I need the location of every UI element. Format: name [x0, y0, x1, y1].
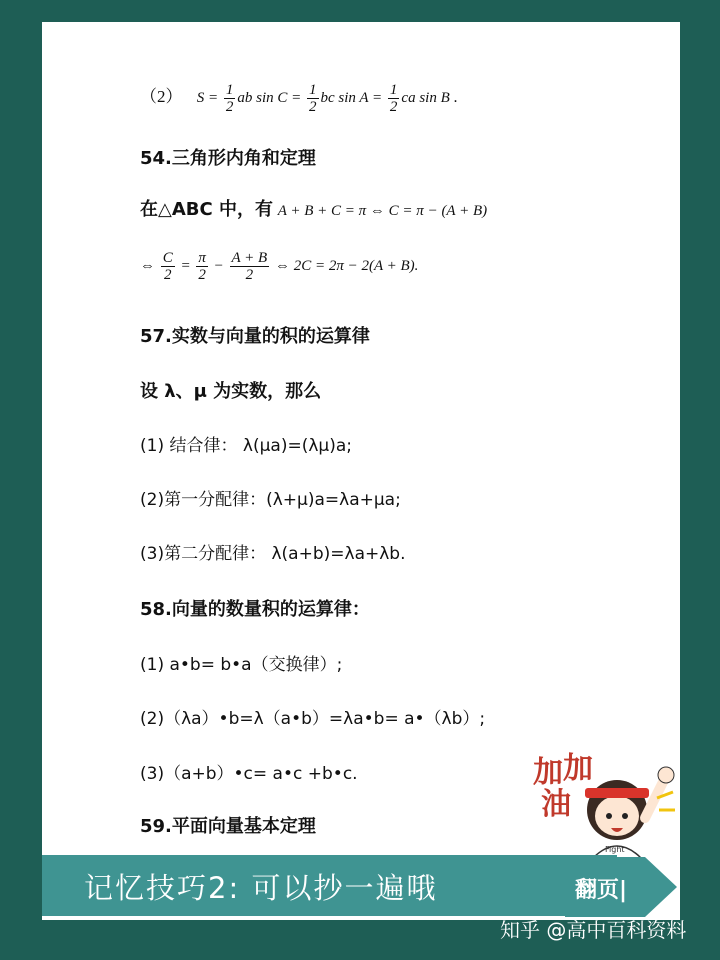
scalar-intro: 设 λ、μ 为实数，那么 [140, 381, 322, 402]
next-page-button[interactable] [565, 851, 677, 923]
memory-tip-bar [42, 855, 617, 916]
associative-law: (1) 结合律： λ(μa)=(λμ)a; [140, 436, 352, 456]
angle-sum-formula: A + B + C = π ⇔ C = π − (A + B) [277, 203, 488, 219]
half-angle-formula: ⇔ $\frac{C}{2}$ = $\frac{\pi}{2}$ − $\frac{A + B}{2}$ ⇔ 2C = 2π − 2(A + B). [140, 250, 419, 283]
heading-57: 57.实数与向量的积的运算律 [140, 326, 370, 347]
shirt-text: Fight [605, 845, 625, 854]
angle-sum-line-2 [140, 250, 418, 283]
angle-sum-intro: 在△ABC 中，有 [140, 199, 273, 220]
sticker-text-top: 加 [533, 755, 563, 790]
cheer-sticker [527, 748, 677, 858]
heading-54: 54.三角形内角和定理 [140, 148, 316, 169]
dot-distributive-law: (3)（a+b）•c= a•c +b•c. [140, 764, 358, 784]
scalar-dot-law: (2)（λa）•b=λ（a•b）=λa•b= a•（λb）; [140, 709, 486, 729]
second-distributive-law: (3)第二分配律： λ(a+b)=λa+λb. [140, 544, 406, 564]
memory-tip-text: 记忆技巧2: 可以抄一遍哦 [84, 871, 438, 905]
area-formula-line: （2） S = $\frac{1}{2}$ ab sin C = $\frac{1}{2}$ bc sin A = $\frac{1}{2}$ ca sin B . [140, 82, 458, 116]
next-page-label: 翻页| [575, 878, 628, 903]
angle-sum-line-1 [140, 195, 487, 221]
heading-59: 59.平面向量基本定理 [140, 816, 316, 837]
commutative-law: (1) a•b= b•a（交换律）; [140, 655, 343, 675]
first-distributive-law: (2)第一分配律：(λ+μ)a=λa+μa; [140, 490, 401, 510]
svg-text:加: 加 [563, 751, 593, 786]
sticker-text-bottom: 油 [541, 787, 571, 822]
watermark: 知乎 @高中百科资料 [500, 918, 687, 942]
heading-58: 58.向量的数量积的运算律： [140, 599, 370, 620]
item-label: （2） [140, 87, 183, 106]
area-formula: S = $\frac{1}{2}$ ab sin C = $\frac{1}{2}$ bc sin A = $\frac{1}{2}$ ca sin B [196, 82, 454, 116]
